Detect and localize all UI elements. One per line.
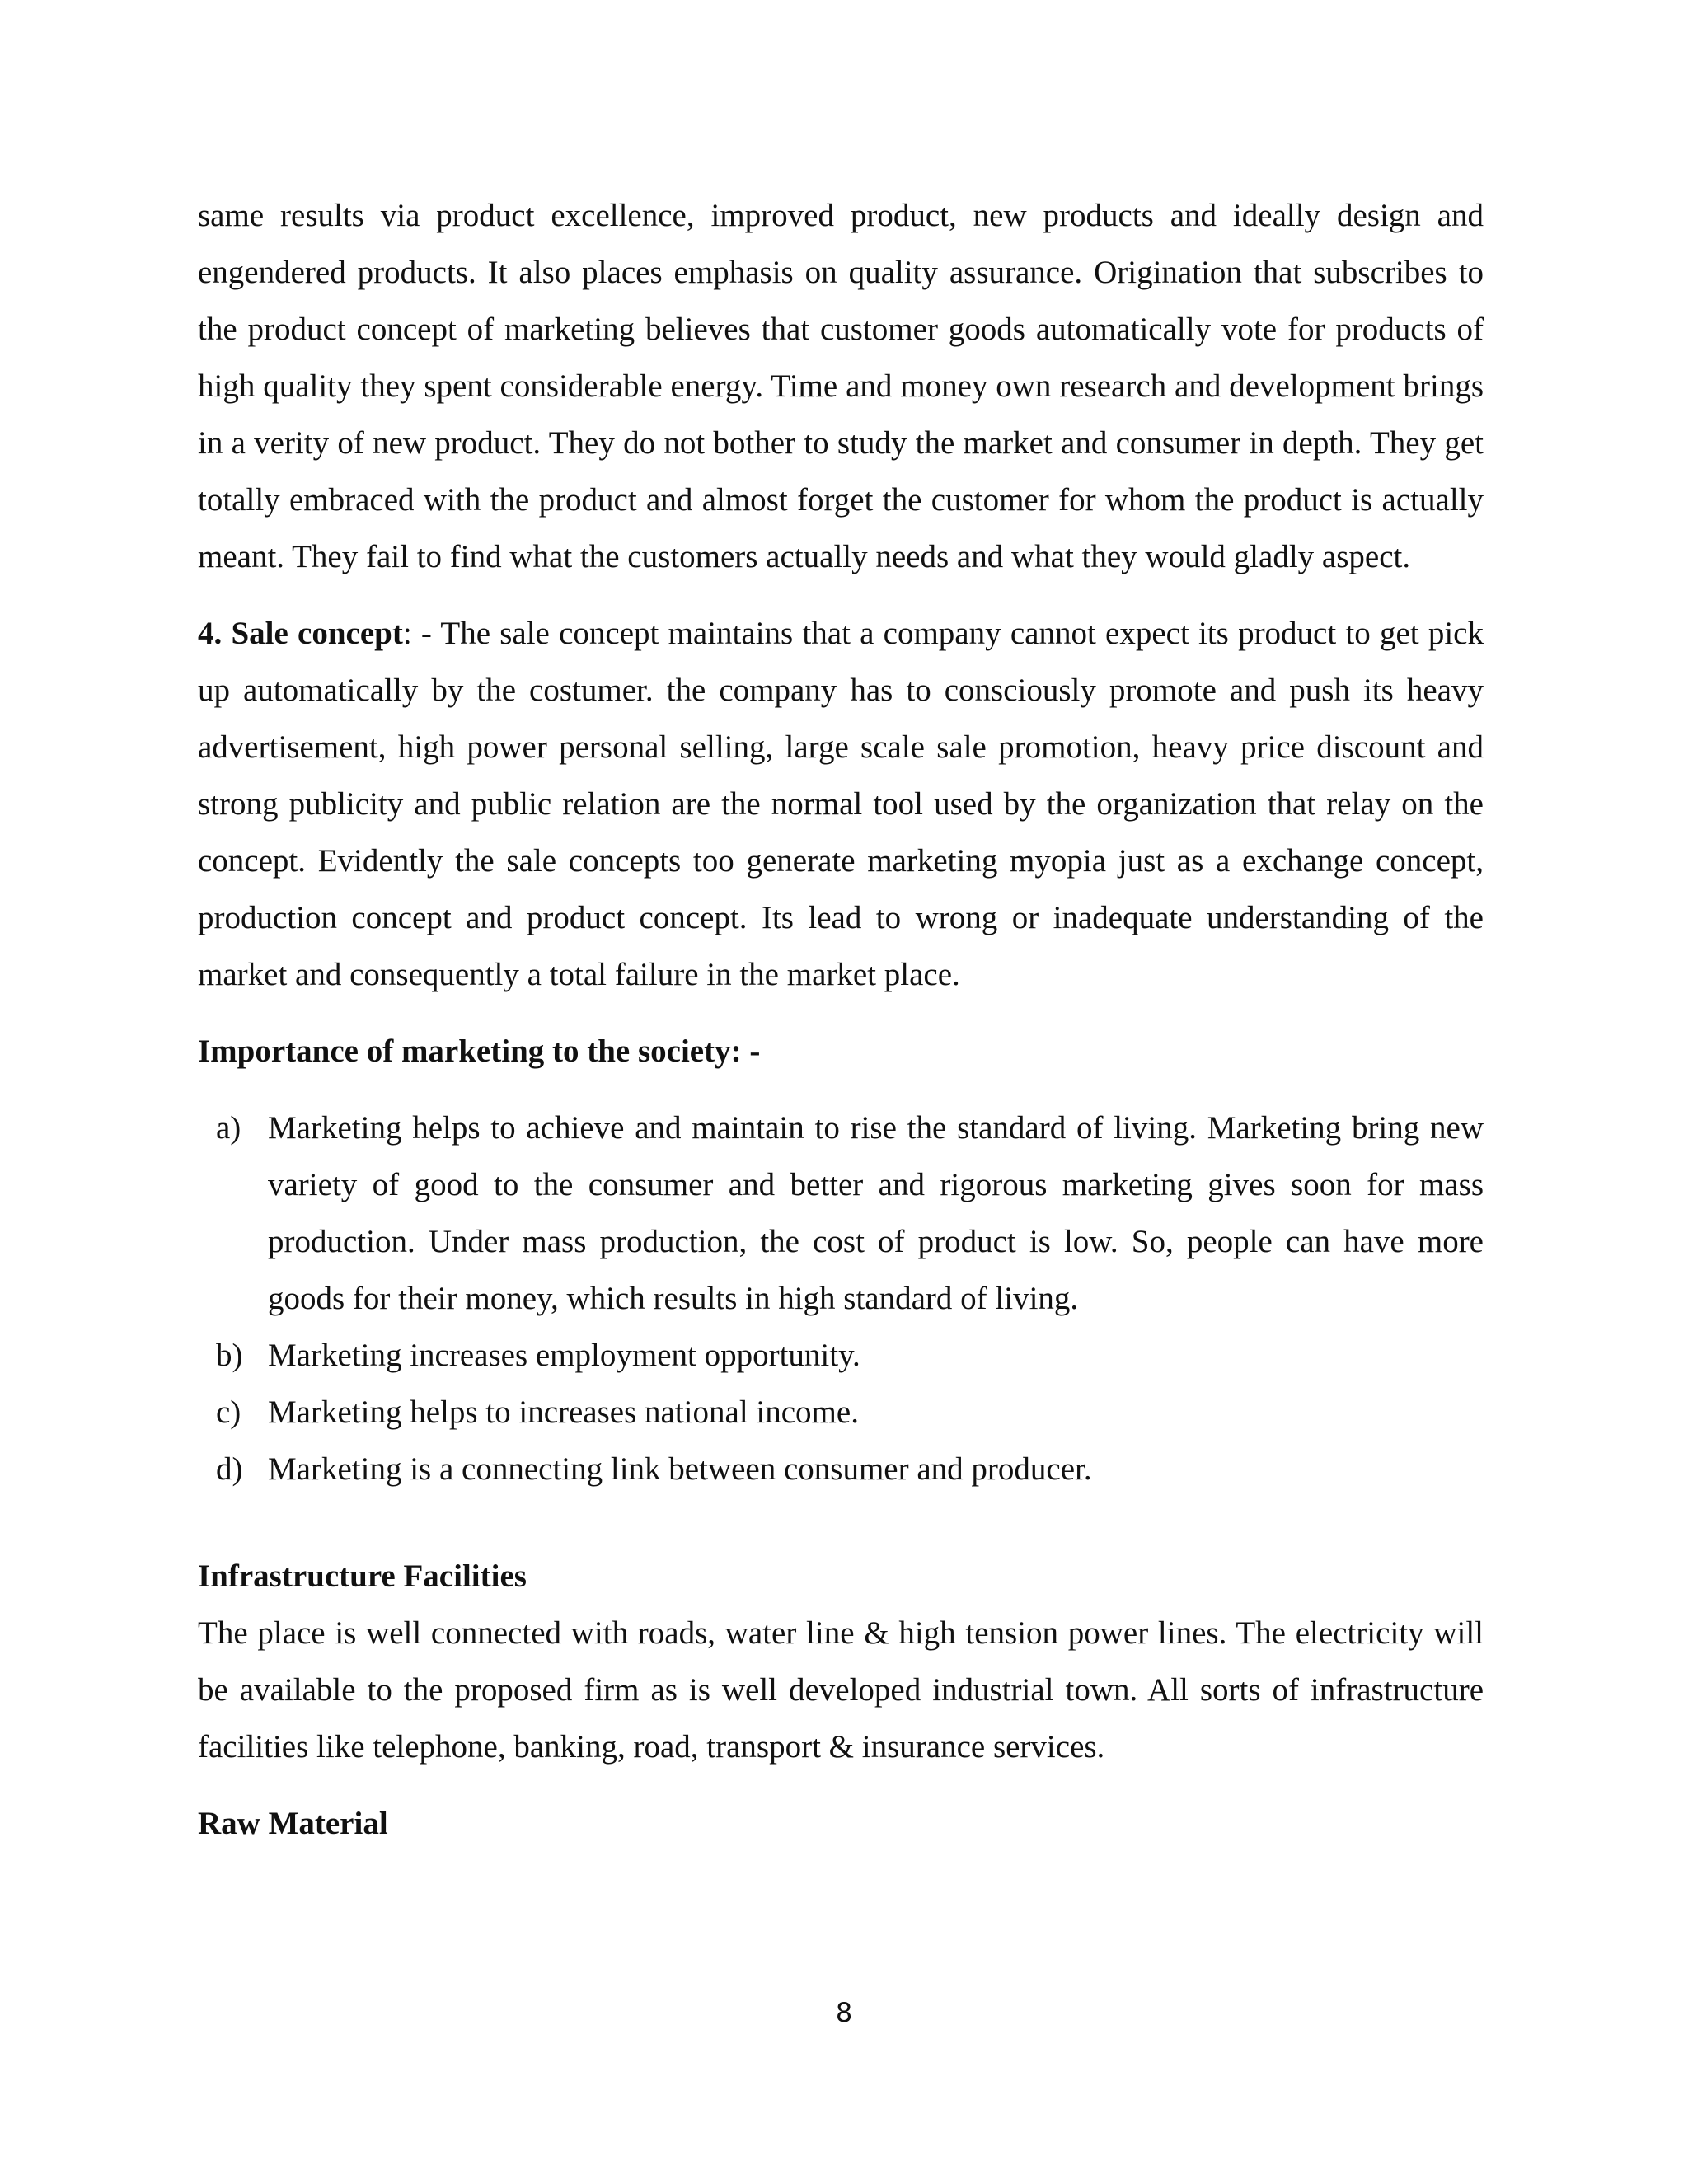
list-marker: c) <box>216 1394 241 1430</box>
list-marker: d) <box>216 1451 243 1487</box>
infrastructure-heading: Infrastructure Facilities <box>198 1558 527 1594</box>
paragraph-infrastructure: The place is well connected with roads, water line & high tension power lines. The electricity will be available to the proposed firm as is well developed industrial town. All sorts of infrastructure facilities like telephone, banking, road, transport & insurance services. <box>198 1615 1484 1765</box>
list-item <box>198 1441 1484 1497</box>
sale-concept-heading: 4. Sale concept <box>198 616 403 651</box>
list-marker: a) <box>216 1110 241 1146</box>
list-marker: b) <box>216 1338 243 1373</box>
list-item-text: Marketing increases employment opportunity. <box>268 1338 860 1373</box>
list-item-text: Marketing helps to increases national income. <box>268 1394 859 1430</box>
paragraph-sale-concept <box>198 605 1484 1003</box>
list-item <box>198 1384 1484 1441</box>
list-item <box>198 1099 1484 1327</box>
importance-heading: Importance of marketing to the society: - <box>198 1033 761 1069</box>
page-number: 8 <box>835 1997 853 2028</box>
list-item <box>198 1327 1484 1384</box>
page-content <box>198 187 1484 1852</box>
raw-material-heading: Raw Material <box>198 1806 388 1841</box>
list-item-text: Marketing is a connecting link between consumer and producer. <box>268 1451 1092 1487</box>
paragraph-product-concept: same results via product excellence, improved product, new products and ideally design and engendered products. It also places emphasis on quality assurance. Origination that subscribes to the product concept of marketing believes that customer goods automatically vote for products of high quality they spent considerable energy. Time and money own research and development brings in a verity of new product. They do not bother to study the market and consumer in depth. They get totally embraced with the product and almost forget the customer for whom the product is actually meant. They fail to find what the customers actually needs and what they would gladly aspect. <box>198 198 1484 574</box>
sale-concept-body: : - The sale concept maintains that a company cannot expect its product to get pick up automatically by the costumer. the company has to consciously promote and push its heavy advertisement, high power personal selling, large scale sale promotion, heavy price discount and strong publicity and public relation are the normal tool used by the organization that relay on the concept. Evidently the sale concepts too generate marketing myopia just as a exchange concept, production concept and product concept. Its lead to wrong or inadequate understanding of the market and consequently a total failure in the market place. <box>198 616 1484 992</box>
importance-list <box>198 1099 1484 1497</box>
list-item-text: Marketing helps to achieve and maintain to rise the standard of living. Marketing bring new variety of good to the consumer and better and rigorous marketing gives soon for mass production. Under mass production, the cost of product is low. So, people can have more goods for their money, which results in high standard of living. <box>268 1110 1484 1316</box>
